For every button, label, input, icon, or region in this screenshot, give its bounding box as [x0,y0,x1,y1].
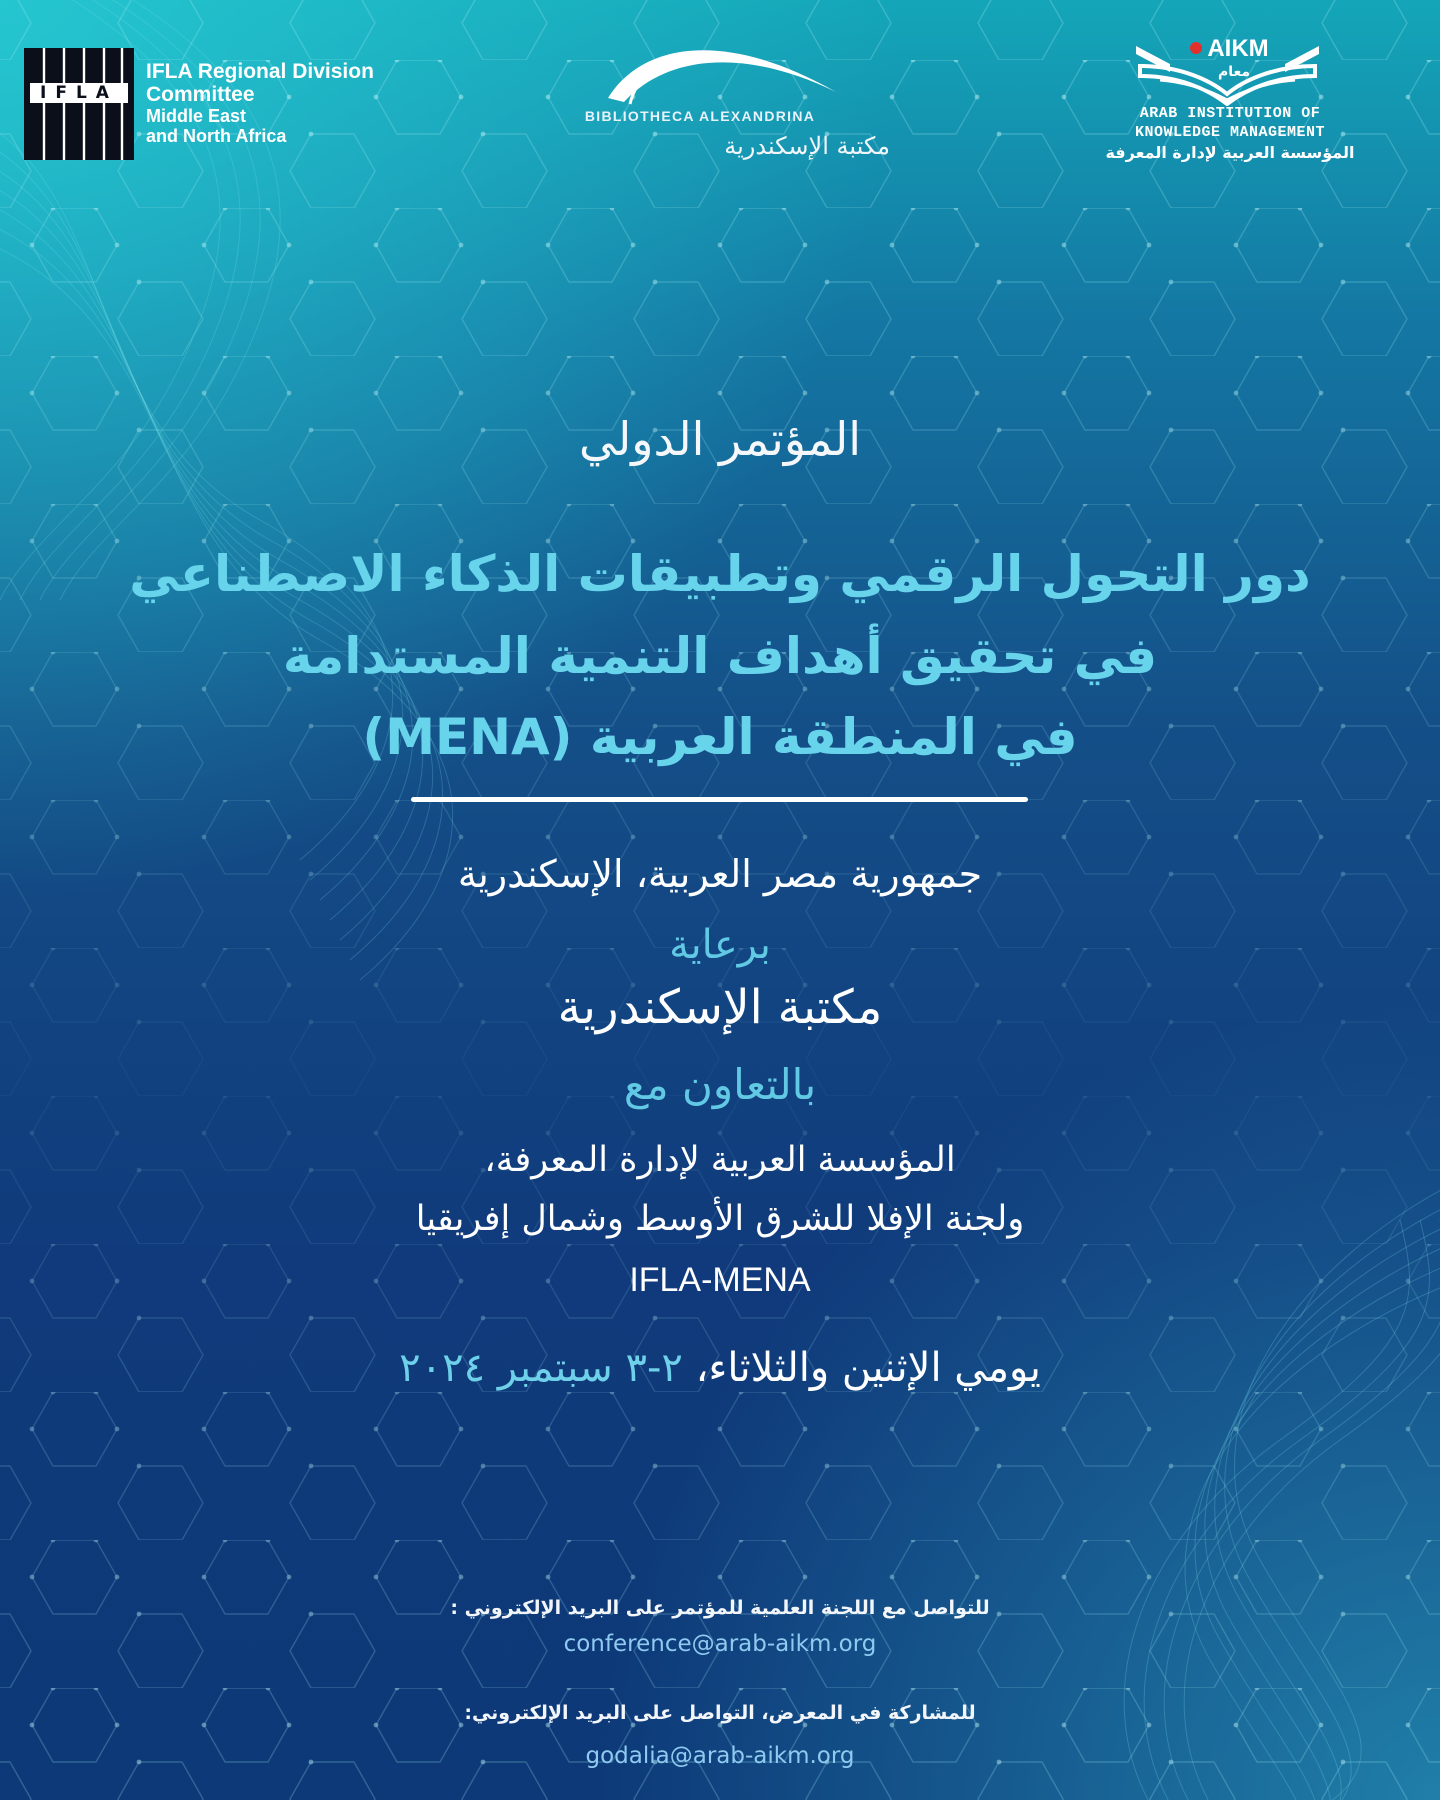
event-date [0,1345,1440,1391]
conference-type: المؤتمر الدولي [578,412,862,466]
aikm-line-1: ARAB INSTITUTION OF [1139,105,1321,122]
partner-line-1: المؤسسة العربية لإدارة المعرفة، [484,1140,956,1180]
ifla-line-1: IFLA Regional Division [146,60,374,83]
ifla-line-2: Committee [146,83,255,106]
aikm-name-en [1090,104,1370,142]
partner-line-3: IFLA-MENA [629,1261,811,1299]
arc-icon [600,26,850,108]
bibliotheca-logo [540,26,900,166]
ifla-mark [24,48,134,160]
open-book-icon [1130,36,1325,106]
exhibition-email-link[interactable]: godalia@arab-aikm.org [585,1743,855,1769]
aikm-mark-ar: معام [1217,64,1251,80]
conference-title-line-3: في المنطقة العربية (MENA) [362,708,1078,766]
aikm-name-ar: المؤسسة العربية لإدارة المعرفة [1105,143,1355,162]
event-date-prefix: يومي الإثنين والثلاثاء، [695,1345,1041,1391]
ifla-name [146,60,374,146]
partner-line-2: ولجنة الإفلا للشرق الأوسط وشمال إفريقيا [415,1199,1025,1239]
patronage-label: برعاية [669,922,771,968]
ifla-logo [24,48,424,166]
aikm-mark-text: AIKM [1207,36,1269,62]
ifla-line-3: Middle East [146,106,247,126]
committee-contact-label: للتواصل مع اللجنة العلمية للمؤتمر على البريد الإلكتروني : [450,1597,990,1619]
conference-title-line-1: دور التحول الرقمي وتطبيقات الذكاء الاصطناعي [129,545,1311,603]
patron-name: مكتبة الإسكندرية [557,980,883,1035]
bibliotheca-name-en: BIBLIOTHECA ALEXANDRINA [584,108,816,124]
exhibition-contact-label: للمشاركة في المعرض، التواصل على البريد الإلكتروني: [464,1702,976,1724]
conference-title-line-2: في تحقيق أهداف التنمية المستدامة [282,627,1158,685]
event-location: جمهورية مصر العربية، الإسكندرية [457,852,983,896]
aikm-logo [1090,34,1380,174]
title-divider [411,797,1028,802]
ifla-line-4: and North Africa [146,126,287,146]
committee-email-link[interactable]: conference@arab-aikm.org [563,1631,877,1657]
ifla-bars-icon [24,48,134,160]
aikm-line-2: KNOWLEDGE MANAGEMENT [1134,124,1326,141]
event-date-value: ٢-٣ سبتمبر ٢٠٢٤ [399,1345,683,1391]
cooperation-label: بالتعاون مع [623,1060,817,1109]
bibliotheca-name-ar: مكتبة الإسكندرية [724,132,890,160]
ifla-mark-text: IFLA [30,83,128,103]
